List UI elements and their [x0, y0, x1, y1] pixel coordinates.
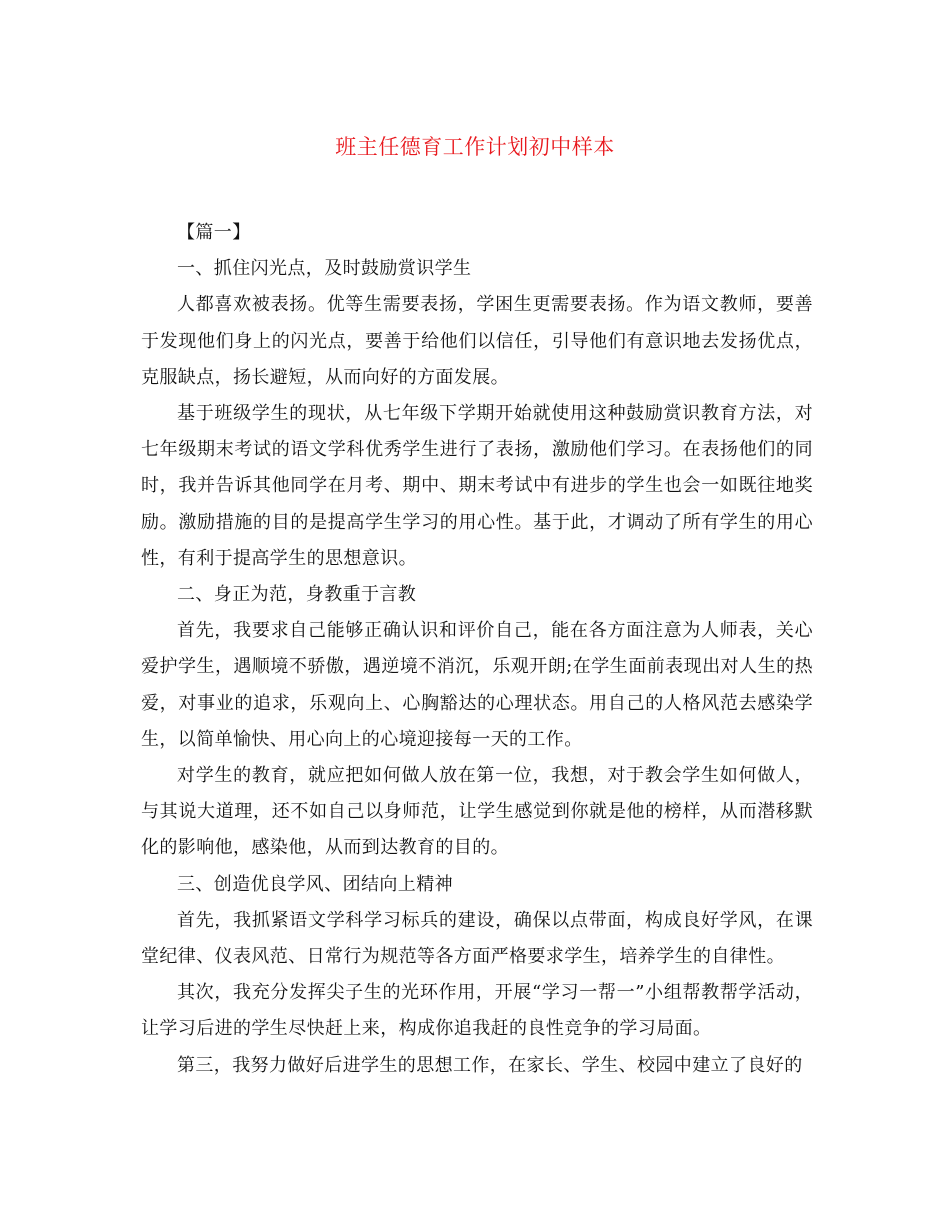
body-paragraph: 第三，我努力做好后进学生的思想工作，在家长、学生、校园中建立了良好的 [177, 1054, 803, 1076]
section-heading-2: 二、身正为范，身教重于言教 [177, 584, 417, 606]
section-heading-3: 三、创造优良学风、团结向上精神 [177, 873, 453, 895]
document-title: 班主任德育工作计划初中样本 [335, 135, 615, 159]
body-paragraph: 首先，我抓紧语文学科学习标兵的建设，确保以点带面，构成良好学风，在课堂纪律、仪表风范、日常行为规范等各方面严格要求学生，培养学生的自律性。 [141, 909, 813, 968]
section-label: 【篇一】 [177, 222, 251, 243]
section-heading-1: 一、抓住闪光点，及时鼓励赏识学生 [177, 258, 472, 280]
body-paragraph: 首先，我要求自己能够正确认识和评价自己，能在各方面注意为人师表，关心爱护学生，遇顺境不骄傲，遇逆境不消沉，乐观开朗;在学生面前表现出对人生的热爱，对事业的追求，乐观向上、心胸豁达的心理状态。用自己的人格风范去感染学生，以简单愉快、用心向上的心境迎接每一天的工作。 [141, 620, 813, 750]
document-body [141, 215, 813, 1084]
body-paragraph: 基于班级学生的现状，从七年级下学期开始就使用这种鼓励赏识教育方法，对七年级期末考试的语文学科优秀学生进行了表扬，激励他们学习。在表扬他们的同时，我并告诉其他同学在月考、期中、期末考试中有进步的学生也会一如既往地奖励。激励措施的目的是提高学生学习的用心性。基于此，才调动了所有学生的用心性，有利于提高学生的思想意识。 [141, 403, 813, 569]
body-paragraph: 人都喜欢被表扬。优等生需要表扬，学困生更需要表扬。作为语文教师，要善于发现他们身上的闪光点，要善于给他们以信任，引导他们有意识地去发扬优点，克服缺点，扬长避短，从而向好的方面发展。 [141, 294, 813, 388]
body-paragraph: 其次，我充分发挥尖子生的光环作用，开展“学习一帮一”小组帮教帮学活动，让学习后进的学生尽快赶上来，构成你追我赶的良性竞争的学习局面。 [141, 982, 813, 1040]
body-paragraph: 对学生的教育，就应把如何做人放在第一位，我想，对于教会学生如何做人，与其说大道理，还不如自己以身师范，让学生感觉到你就是他的榜样，从而潜移默化的影响他，感染他，从而到达教育的目的。 [141, 765, 813, 859]
